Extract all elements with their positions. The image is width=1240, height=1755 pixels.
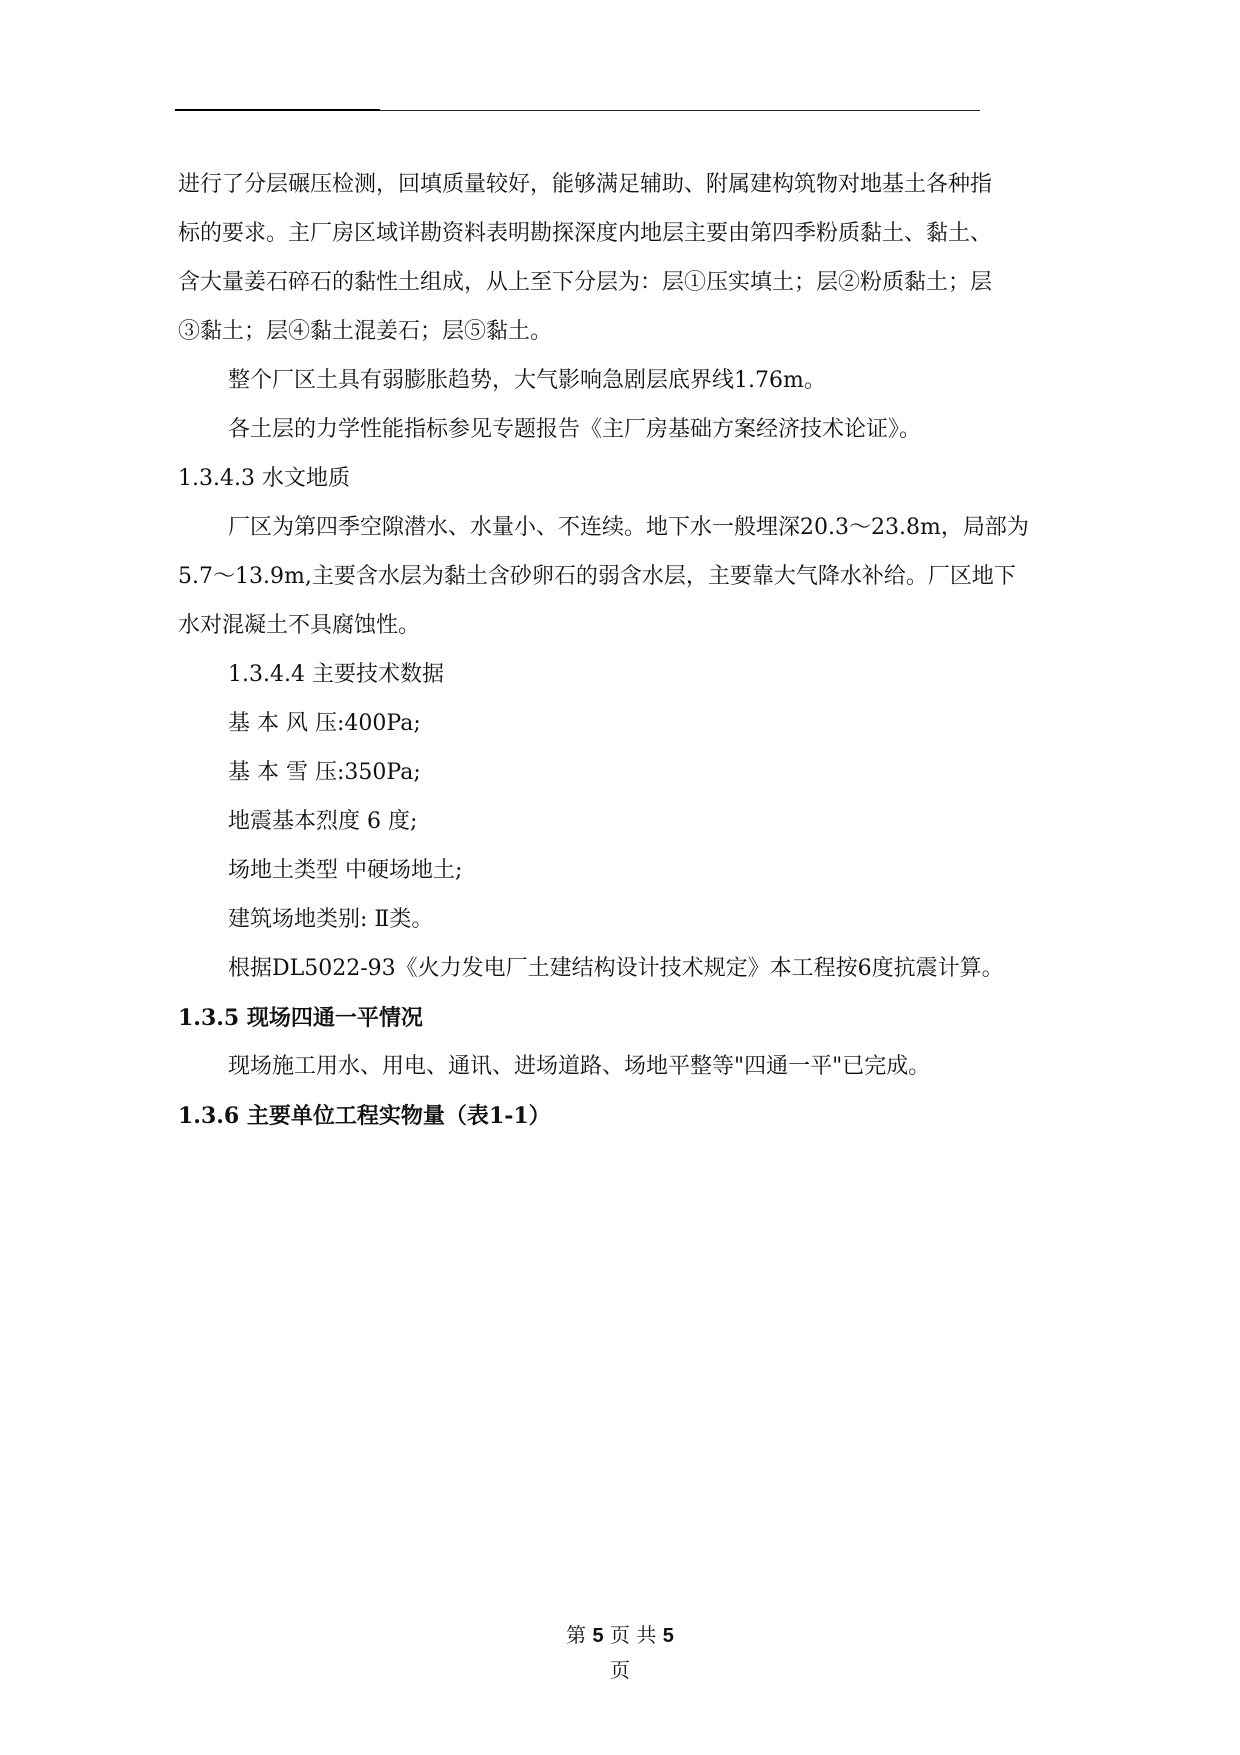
section-heading-1-3-4-3: 1.3.4.3 水文地质 xyxy=(178,466,350,491)
section-heading-1-3-4-4: 1.3.4.4 主要技术数据 xyxy=(228,662,444,687)
data-line-soil-type: 场地土类型 中硬场地土; xyxy=(228,858,463,883)
page-footer xyxy=(0,1618,1240,1687)
paragraph-line: 进行了分层碾压检测，回填质量较好，能够满足辅助、附属建构筑物对地基土各种指 xyxy=(178,172,993,197)
paragraph-line: 整个厂区土具有弱膨胀趋势，大气影响急剧层底界线1.76m。 xyxy=(228,368,826,393)
paragraph-line: 水对混凝土不具腐蚀性。 xyxy=(178,613,421,638)
section-heading-1-3-6: 1.3.6 主要单位工程实物量（表1-1） xyxy=(178,1103,551,1129)
data-line-snow-pressure: 基 本 雪 压:350Pa; xyxy=(228,760,421,785)
paragraph-line: 厂区为第四季空隙潜水、水量小、不连续。地下水一般埋深20.3～23.8m，局部为 xyxy=(228,515,1029,540)
data-line-wind-pressure: 基 本 风 压:400Pa; xyxy=(228,711,421,736)
paragraph-line: 标的要求。主厂房区域详勘资料表明勘探深度内地层主要由第四季粉质黏土、黏土、 xyxy=(178,221,993,246)
data-line-site-category: 建筑场地类别: Ⅱ类。 xyxy=(228,907,434,932)
current-page-number: 5 xyxy=(592,1625,604,1647)
section-heading-1-3-5: 1.3.5 现场四通一平情况 xyxy=(178,1005,423,1031)
paragraph-line: 5.7～13.9m,主要含水层为黏土含砂卵石的弱含水层，主要靠大气降水补给。厂区地下 xyxy=(178,564,1016,589)
paragraph-line: 根据DL5022-93《火力发电厂土建结构设计技术规定》本工程按6度抗震计算。 xyxy=(228,956,1004,981)
paragraph-line: ③黏土；层④黏土混姜石；层⑤黏土。 xyxy=(178,319,553,344)
paragraph-line: 现场施工用水、用电、通讯、进场道路、场地平整等"四通一平"已完成。 xyxy=(228,1054,931,1079)
footer-suffix: 页 xyxy=(610,1658,630,1682)
data-line-seismic-intensity: 地震基本烈度 6 度; xyxy=(228,809,418,834)
paragraph-line: 含大量姜石碎石的黏性土组成，从上至下分层为：层①压实填土；层②粉质黏土；层 xyxy=(178,270,993,295)
footer-middle: 页 共 xyxy=(610,1623,657,1647)
total-page-number: 5 xyxy=(662,1625,674,1647)
header-rule-accent xyxy=(175,109,380,111)
footer-prefix: 第 xyxy=(566,1623,587,1647)
page-number-line xyxy=(0,1618,1240,1653)
paragraph-line: 各土层的力学性能指标参见专题报告《主厂房基础方案经济技术论证》。 xyxy=(228,417,922,442)
